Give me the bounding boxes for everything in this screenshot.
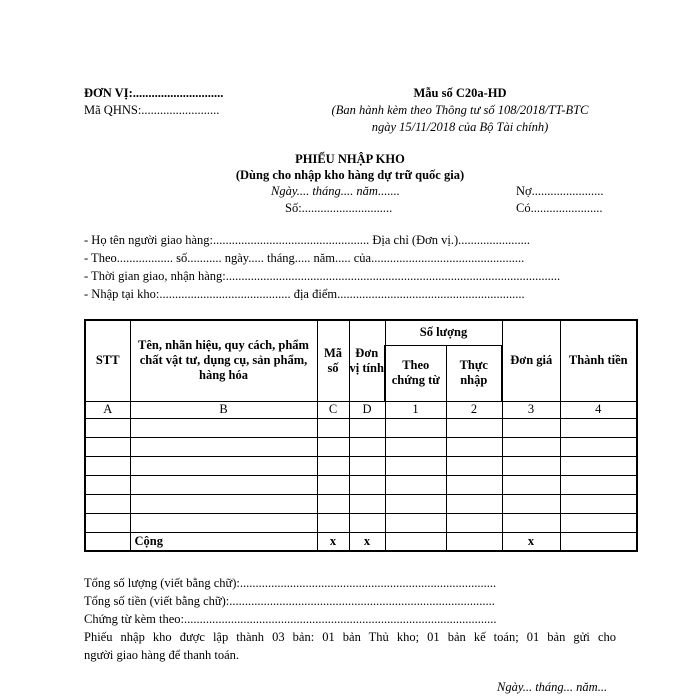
table-row	[85, 494, 637, 513]
column-letter: D	[349, 401, 385, 418]
table-row	[85, 513, 637, 532]
form-number: Mẫu số C20a-HD	[413, 86, 507, 100]
date-line: Ngày.... tháng.... năm.......	[271, 184, 400, 198]
total-unit-mark: x	[349, 532, 385, 551]
header-unit-price: Đơn giá	[502, 320, 560, 401]
total-price-mark: x	[502, 532, 560, 551]
header-quantity: Số lượng	[385, 320, 502, 345]
table-row	[85, 418, 637, 437]
column-letter: A	[85, 401, 130, 418]
header-qty-by-document: Theo chứng từ	[385, 345, 446, 401]
according-field: - Theo.................. số........... ngày..... tháng..... năm..... của.................................................	[84, 251, 525, 265]
copies-note-line-2: người giao hàng để thanh toán.	[84, 648, 240, 662]
table-row	[85, 475, 637, 494]
header-qty-actual: Thực nhập	[446, 345, 502, 401]
header-item-name: Tên, nhãn hiệu, quy cách, phẩm chất vật tư, dụng cụ, sản phẩm, hàng hóa	[130, 320, 317, 401]
header-code: Mã số	[317, 320, 349, 401]
deliverer-field: - Họ tên người giao hàng:.................................................. Địa chỉ (Đơn vị.).......................	[84, 233, 530, 247]
decree-line-2: ngày 15/11/2018 của Bộ Tài chính)	[371, 120, 549, 134]
column-letter: 2	[446, 401, 502, 418]
number-line: Số:.............................	[285, 201, 393, 215]
column-letter: 4	[560, 401, 637, 418]
column-letter-row	[85, 401, 637, 418]
credit-account: Có.......................	[516, 201, 603, 215]
total-amount-words: Tổng số tiền (viết bằng chữ):.....................................................................................	[84, 594, 495, 608]
debit-account: Nợ.......................	[516, 184, 604, 198]
column-letter: C	[317, 401, 349, 418]
header-stt: STT	[85, 320, 130, 401]
total-quantity-words: Tổng số lượng (viết bằng chữ):..................................................................................	[84, 576, 497, 590]
qhns-label: Mã QHNS:.........................	[84, 103, 220, 117]
copies-note-line-1: Phiếu nhập kho được lập thành 03 bản: 01 bản Thủ kho; 01 bản kế toán; 01 bản gửi cho	[84, 630, 616, 644]
attached-documents: Chứng từ kèm theo:....................................................................................................	[84, 612, 497, 626]
header-unit: Đơn vị tính	[349, 320, 385, 401]
total-row	[85, 532, 637, 551]
table-row	[85, 456, 637, 475]
table-row	[85, 437, 637, 456]
column-letter: 3	[502, 401, 560, 418]
header-amount: Thành tiền	[560, 320, 637, 401]
column-letter: 1	[385, 401, 446, 418]
page-title: PHIẾU NHẬP KHO	[295, 152, 405, 166]
column-letter: B	[130, 401, 317, 418]
warehouse-field: - Nhập tại kho:.......................................... địa điểm............................................................	[84, 287, 525, 301]
time-field: - Thời gian giao, nhận hàng:...........................................................................................................	[84, 269, 561, 283]
org-label: ĐƠN VỊ:.............................	[84, 86, 224, 100]
total-code-mark: x	[317, 532, 349, 551]
goods-table	[84, 319, 638, 552]
total-label: Cộng	[130, 532, 317, 551]
sign-date: Ngày... tháng... năm...	[497, 680, 608, 694]
page-subtitle: (Dùng cho nhập kho hàng dự trữ quốc gia)	[235, 168, 465, 182]
decree-line-1: (Ban hành kèm theo Thông tư số 108/2018/TT-BTC	[331, 103, 589, 117]
